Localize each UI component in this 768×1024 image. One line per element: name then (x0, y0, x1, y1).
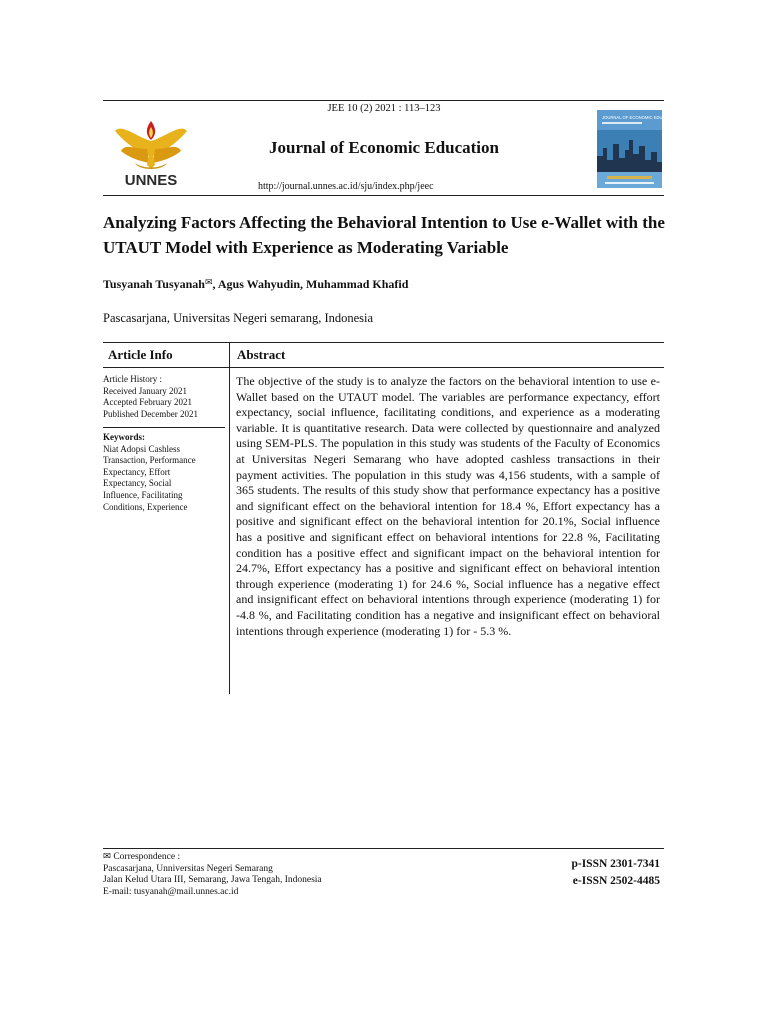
article-title: Analyzing Factors Affecting the Behavioral Intention to Use e-Wallet with the UTAUT Model with Experience as Moderating Variable (103, 213, 665, 257)
correspondence-address: Jalan Kelud Utara III, Semarang, Jawa Tengah, Indonesia (103, 875, 322, 885)
correspondence-email[interactable]: E-mail: tusyanah@mail.unnes.ac.id (103, 886, 239, 897)
keywords (103, 432, 225, 513)
correspondence-label: ✉ Correspondence : (103, 852, 181, 862)
article-history (103, 374, 225, 420)
p-issn: p-ISSN 2301-7341 (571, 858, 660, 870)
masthead-top-rule (103, 100, 664, 101)
correspondence-block (103, 852, 403, 898)
keywords-label: Keywords: (103, 432, 145, 442)
authors-other: , Agus Wahyudin, Muhammad Khafid (212, 277, 409, 291)
info-header-rule (103, 367, 664, 368)
keyword-line: Niat Adopsi Cashless (103, 443, 181, 454)
history-label: Article History : (103, 374, 162, 384)
journal-url[interactable]: http://journal.unnes.ac.id/sju/index.php/jeec (258, 181, 434, 192)
journal-citation: JEE 10 (2) 2021 : 113–123 (327, 103, 441, 114)
logo-text: UNNES (124, 172, 178, 189)
journal-name: Journal of Economic Education (269, 138, 499, 157)
keyword-line: Expectancy, Effort (103, 466, 171, 477)
abstract-text: The objective of the study is to analyze the factors on the behavioral intention to use e-Wallet based on the UTAUT model. The variables are performance expectancy, effort expectancy, social influence, facilitating conditions, and experience as a moderating variable. It is quantitative research. Data were collected by questionnaire and analyzed using SEM-PLS. The population in this study was students of the Faculty of Economics at Universitas Negeri Semarang who have adopted cashless transactions in their payment activities. The population in this study was 4,156 students, with a sample of 365 students. The results of this study show that performance expectancy has a positive and significant effect on the behavioral intention for 18.4 %, Effort expectancy has a positive and significant effect on the behavioral intention for 20.1%, Social influence has a positive and significant effect on behavioral intentions for 22.8 %, Facilitating condition has a positive effect and significant impact on the behavioral intention for 24.7%, Effort expectancy has a positive and significant effect on behavioral intention through experience (moderating 1) for 24.6 %, Social influence has a negative effect and insignificant effect on behavioral intentions through experience (moderating 1) for -4.8 %, and Facilitating condition has a negative and insignificant effect on behavioral intentions through experience (moderating 1) for - 5.3 %. (236, 374, 660, 638)
published-date: Published December 2021 (103, 408, 198, 419)
masthead-bottom-rule (103, 195, 664, 196)
info-top-rule (103, 342, 664, 343)
issn-block (520, 856, 660, 890)
cover-title: JOURNAL OF ECONOMIC EDUCATION (602, 115, 679, 120)
keyword-line: Influence, Facilitating (103, 489, 183, 500)
history-divider (103, 427, 225, 428)
author-corresponding: Tusyanah Tusyanah (103, 277, 205, 291)
mail-icon: ✉ (204, 277, 213, 287)
article-info-heading: Article Info (108, 347, 173, 362)
journal-cover-thumbnail (597, 110, 679, 188)
abstract-heading: Abstract (237, 347, 286, 362)
affiliation: Pascasarjana, Universitas Negeri semarang, Indonesia (103, 311, 374, 325)
received-date: Received January 2021 (103, 385, 187, 396)
keyword-line: Expectancy, Social (103, 478, 172, 489)
keyword-line: Transaction, Performance (103, 455, 196, 466)
e-issn: e-ISSN 2502-4485 (572, 875, 660, 887)
accepted-date: Accepted February 2021 (103, 397, 192, 408)
correspondence-line: Pascasarjana, Unniversitas Negeri Semarang (103, 863, 273, 874)
keyword-line: Conditions, Experience (103, 501, 188, 512)
authors (103, 277, 408, 292)
column-divider (229, 342, 230, 694)
mail-icon: ✉ (103, 852, 111, 862)
footer-rule (103, 848, 664, 849)
